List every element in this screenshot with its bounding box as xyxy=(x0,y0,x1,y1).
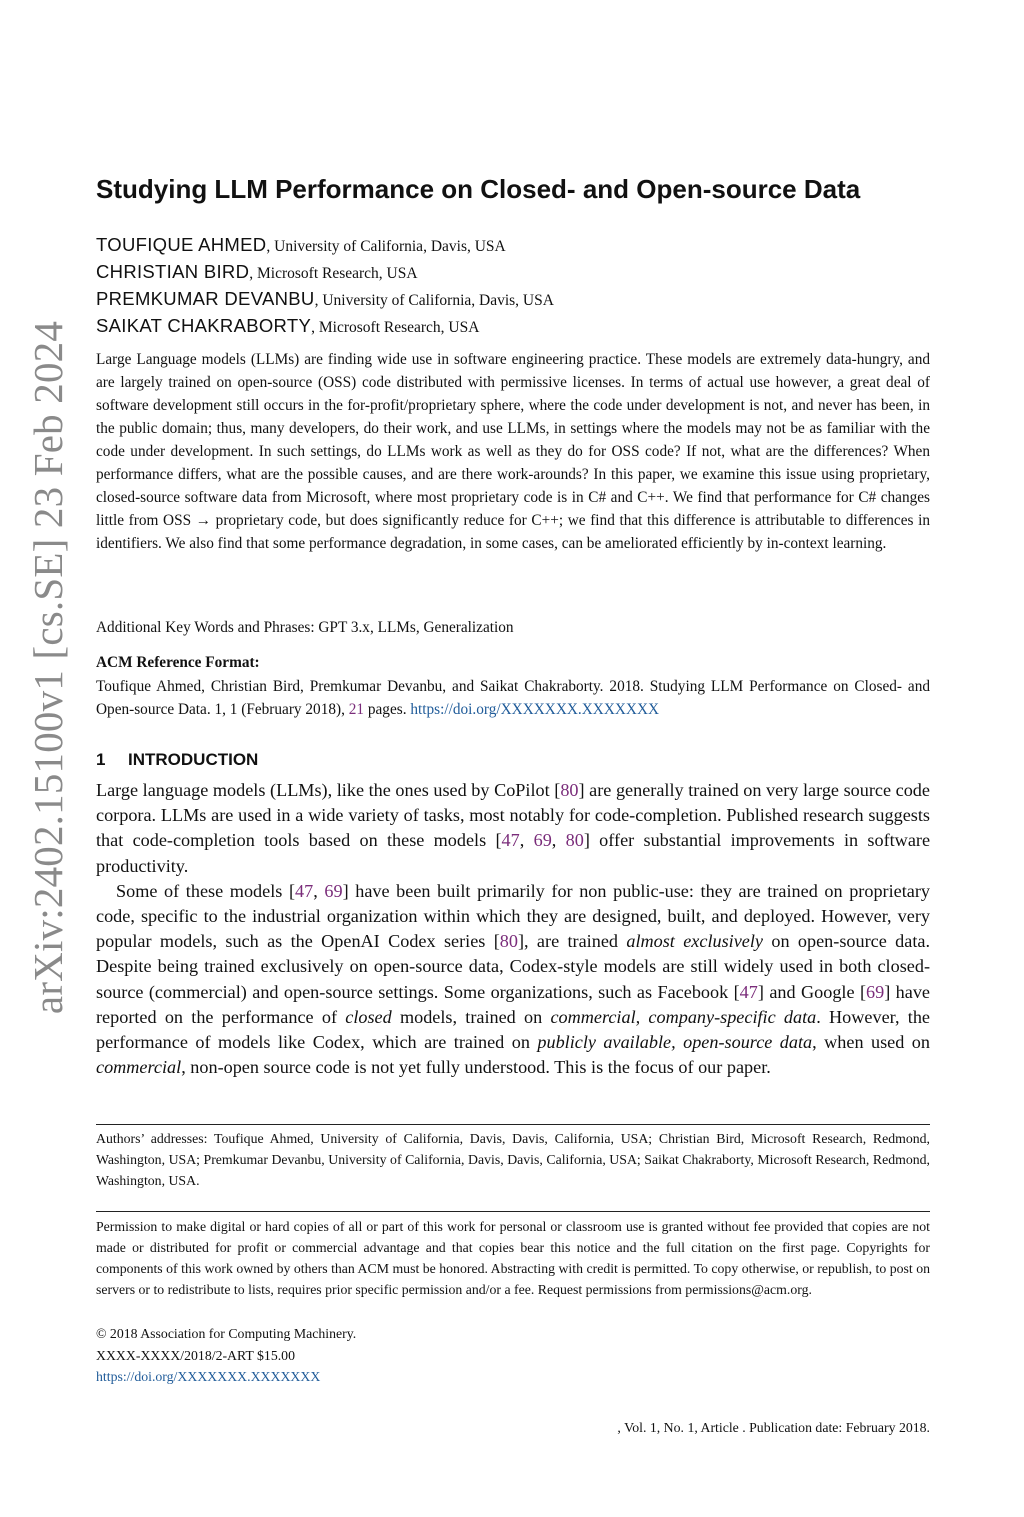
section-title: INTRODUCTION xyxy=(128,750,259,769)
author-affiliation: University of California, Davis, USA xyxy=(322,292,554,309)
author-name: PREMKUMAR DEVANBU xyxy=(96,288,315,309)
intro-paragraph: Some of these models [47, 69] have been built primarily for non public-use: they are trained on proprietary code, specific to the industrial organization within which they are designed, built, and deployed. However, very popular models, such as the OpenAI Codex series [80], are trained almost exclusively on open-source data. Despite being trained exclusively on open-source data, Codex-style models are still widely used in both closed-source (commercial) and open-source settings. Some organizations, such as Facebook [47] and Google [69] have reported on the performance of closed models, trained on commercial, company-specific data. However, the performance of models like Codex, which are trained on publicly available, open-source data, when used on commercial, non-open source code is not yet fully understood. This is the focus of our paper. xyxy=(96,880,931,1078)
keywords: Additional Key Words and Phrases: GPT 3.x, LLMs, Generalization xyxy=(96,619,514,636)
authors-addresses-footnote: Authors’ addresses: Toufique Ahmed, University of California, Davis, Davis, California, USA; Christian Bird, Microsoft Research, Redmond, Washington, USA; Premkumar Devanbu, University of California, Davis, Davis, California, USA; Saikat Chakraborty, Microsoft Research, Redmond, Washington, USA. xyxy=(96,1131,930,1188)
pages-link[interactable]: 21 xyxy=(348,701,365,718)
author-name: TOUFIQUE AHMED xyxy=(96,234,267,255)
citation-link[interactable]: 47 xyxy=(739,981,758,1002)
citation-link[interactable]: 47 xyxy=(295,880,314,901)
citation-link[interactable]: 69 xyxy=(324,880,343,901)
footnote-divider xyxy=(96,1124,930,1125)
abstract: Large Language models (LLMs) are finding wide use in software engineering practice. These models are extremely data-hungry, and are largely trained on open-source (OSS) code distributed with permissive licenses. In terms of actual use however, a great deal of software development still occurs in the for-profit/proprietary sphere, where the code under development is not, and never has been, in the public domain; thus, many developers, do their work, and use LLMs, in settings where the models may not be as familiar with the code under development. In such settings, do LLMs work as well as they do for OSS code? If not, what are the differences? When performance differs, what are the possible causes, and are there work-arounds? In this paper, we examine this issue using proprietary, closed-source software data from Microsoft, where most proprietary code is in C# and C++. We find that performance for C# changes little from OSS → proprietary code, but does significantly reduce for C++; we find that this difference is attributable to differences in identifiers. We also find that some performance degradation, in some cases, can be ameliorated efficiently by in-context learning. xyxy=(96,351,930,552)
page-footer: , Vol. 1, No. 1, Article . Publication date: February 2018. xyxy=(617,1420,930,1435)
arxiv-stamp xyxy=(18,300,78,1035)
introduction-body xyxy=(96,778,930,1080)
citation-link[interactable]: 80 xyxy=(499,931,518,952)
citation-link[interactable]: 80 xyxy=(560,780,579,800)
doi-link[interactable]: https://doi.org/XXXXXXX.XXXXXXX xyxy=(410,701,660,718)
citation-link[interactable]: 69 xyxy=(533,830,552,851)
arxiv-id: arXiv:2402.15100v1 [cs.SE] 23 Feb 2024 xyxy=(25,320,71,1015)
author-name: CHRISTIAN BIRD xyxy=(96,261,250,282)
footer-doi-link[interactable]: https://doi.org/XXXXXXX.XXXXXXX xyxy=(96,1369,321,1384)
citation-link[interactable]: 80 xyxy=(565,830,584,851)
section-number: 1 xyxy=(96,750,106,769)
author-entry: TOUFIQUE AHMED, University of California, Davis, USA xyxy=(96,234,506,255)
issn-line: XXXX-XXXX/2018/2-ART $15.00 xyxy=(96,1348,295,1363)
author-name: SAIKAT CHAKRABORTY xyxy=(96,315,312,336)
author-entry: SAIKAT CHAKRABORTY, Microsoft Research, USA xyxy=(96,315,480,336)
author-entry: CHRISTIAN BIRD, Microsoft Research, USA xyxy=(96,261,418,282)
acm-reference-text: Toufique Ahmed, Christian Bird, Premkumar Devanbu, and Saikat Chakraborty. 2018. Studying LLM Performance on Closed- and Open-source Data. 1, 1 (February 2018), 21 pages. https://doi.org/XXXXXXX.XXXXXXX xyxy=(96,678,930,718)
permission-notice: Permission to make digital or hard copies of all or part of this work for personal or classroom use is granted without fee provided that copies are not made or distributed for profit or commercial advantage and that copies bear this notice and the full citation on the first page. Copyrights for components of this work owned by others than ACM must be honored. Abstracting with credit is permitted. To copy otherwise, or republish, to post on servers or to redistribute to lists, requires prior specific permission and/or a fee. Request permissions from permissions@acm.org. xyxy=(96,1219,930,1297)
citation-link[interactable]: 47 xyxy=(501,830,520,851)
author-affiliation: Microsoft Research, USA xyxy=(257,265,418,282)
author-affiliation: University of California, Davis, USA xyxy=(274,238,506,255)
acm-reference-heading: ACM Reference Format: xyxy=(96,654,260,671)
section-heading xyxy=(96,747,258,773)
paper-title: Studying LLM Performance on Closed- and Open-source Data xyxy=(96,174,861,204)
author-list xyxy=(96,231,930,339)
author-entry: PREMKUMAR DEVANBU, University of California, Davis, USA xyxy=(96,288,554,309)
copyright-line: © 2018 Association for Computing Machinery. xyxy=(96,1326,357,1341)
author-affiliation: Microsoft Research, USA xyxy=(318,319,480,336)
citation-link[interactable]: 69 xyxy=(866,981,885,1002)
intro-paragraph: Large language models (LLMs), like the ones used by CoPilot [80] are generally trained on very large source code corpora. LLMs are used in a wide variety of tasks, most notably for code-completion. Published research suggests that code-completion tools based on these models [47, 69, 80] offer substantial improvements in software productivity. xyxy=(96,780,931,876)
permission-divider xyxy=(96,1211,930,1212)
